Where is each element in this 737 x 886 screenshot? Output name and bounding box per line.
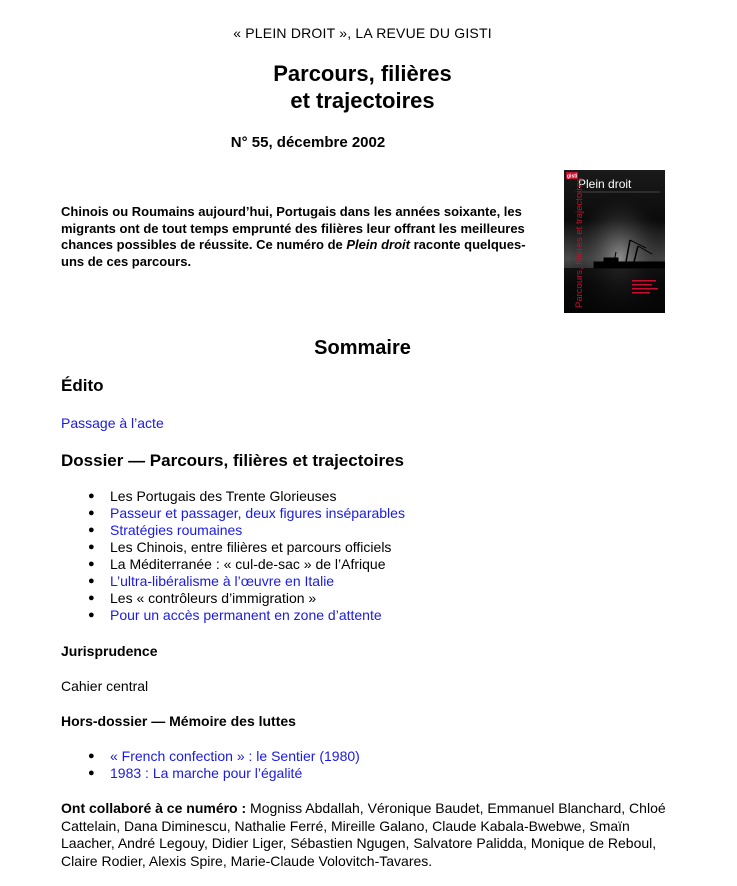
title-line-2: et trajectoires [290,88,435,113]
dossier-item-label: Les « contrôleurs d’immigration » [110,590,317,606]
jurisprudence-heading: Jurisprudence [61,643,158,659]
list-item [88,539,405,556]
magazine-cover-image [564,170,665,313]
bullet-icon: ● [88,490,95,502]
edito-heading: Édito [61,376,104,395]
dossier-item-label: Les Chinois, entre filières et parcours officiels [110,539,392,555]
jurisprudence-text: Cahier central [61,678,149,694]
intro-text-after: raconte quelques-uns de ces parcours. [61,237,526,269]
list-item [88,590,405,607]
cover-magazine-name: Plein droit [578,177,632,191]
list-item[interactable] [88,522,405,539]
dossier-item-label: La Méditerranée : « cul-de-sac » de l’Afrique [110,556,386,572]
sommaire-heading: Sommaire [314,337,411,359]
intro-magazine-name: Plein droit [346,237,410,252]
bullet-icon: ● [88,575,95,587]
hors-dossier-item-link[interactable]: 1983 : La marche pour l’égalité [110,765,303,781]
dossier-item-link[interactable]: Pour un accès permanent en zone d’attente [110,607,382,623]
page-title [0,60,725,114]
credits-names: Mogniss Abdallah, Véronique Baudet, Emmanuel Blanchard, Chloé Cattelain, Dana Diminescu, Nathalie Ferré, Mireille Galano, Claude Kabala-Bwebwe, Smaïn Laacher, André Legouy, Didier Liger, Sébastien Ngugen, Salvatore Palidda, Monique de Reboul, Claire Rodier, Alexis Spire, Marie-Claude Volovitch-Tavares. [61,800,666,869]
dossier-heading: Dossier — Parcours, filières et trajectoires [61,451,404,470]
hors-dossier-list [88,748,360,782]
issue-number: N° 55, décembre 2002 [230,134,386,151]
hors-dossier-item-link[interactable]: « French confection » : le Sentier (1980) [110,748,360,764]
list-item [88,488,405,505]
intro-paragraph [61,204,541,270]
bullet-icon: ● [88,750,95,762]
list-item[interactable] [88,573,405,590]
cover-artwork [564,170,665,313]
list-item[interactable] [88,765,360,782]
title-line-1: Parcours, filières [273,61,452,86]
intro-text-before: Chinois ou Roumains aujourd’hui, Portugais dans les années soixante, les migrants ont de tout temps emprunté des filières leur offrant les meilleures chances possibles de réussite. Ce numéro de [61,204,525,252]
bullet-icon: ● [88,541,95,553]
list-item[interactable] [88,505,405,522]
bullet-icon: ● [88,609,95,621]
bullet-icon: ● [88,524,95,536]
bullet-icon: ● [88,558,95,570]
cover-brand: gisti [567,173,578,180]
dossier-list [88,488,405,624]
cover-vertical-title: Parcours, filières et trajectoires [574,177,585,308]
hors-dossier-heading: Hors-dossier — Mémoire des luttes [61,713,296,729]
dossier-item-label: Les Portugais des Trente Glorieuses [110,488,337,504]
credits-paragraph [61,800,671,870]
dossier-item-link[interactable]: L’ultra-libéralisme à l’œuvre en Italie [110,573,335,589]
review-kicker: « PLEIN DROIT », LA REVUE DU GISTI [233,25,492,41]
bullet-icon: ● [88,507,95,519]
list-item[interactable] [88,607,405,624]
list-item [88,556,405,573]
list-item[interactable] [88,748,360,765]
edito-link[interactable]: Passage à l’acte [61,415,164,431]
dossier-item-link[interactable]: Passeur et passager, deux figures inséparables [110,505,405,521]
credits-label: Ont collaboré à ce numéro : [61,800,247,816]
dossier-item-link[interactable]: Stratégies roumaines [110,522,243,538]
bullet-icon: ● [88,592,95,604]
bullet-icon: ● [88,767,95,779]
